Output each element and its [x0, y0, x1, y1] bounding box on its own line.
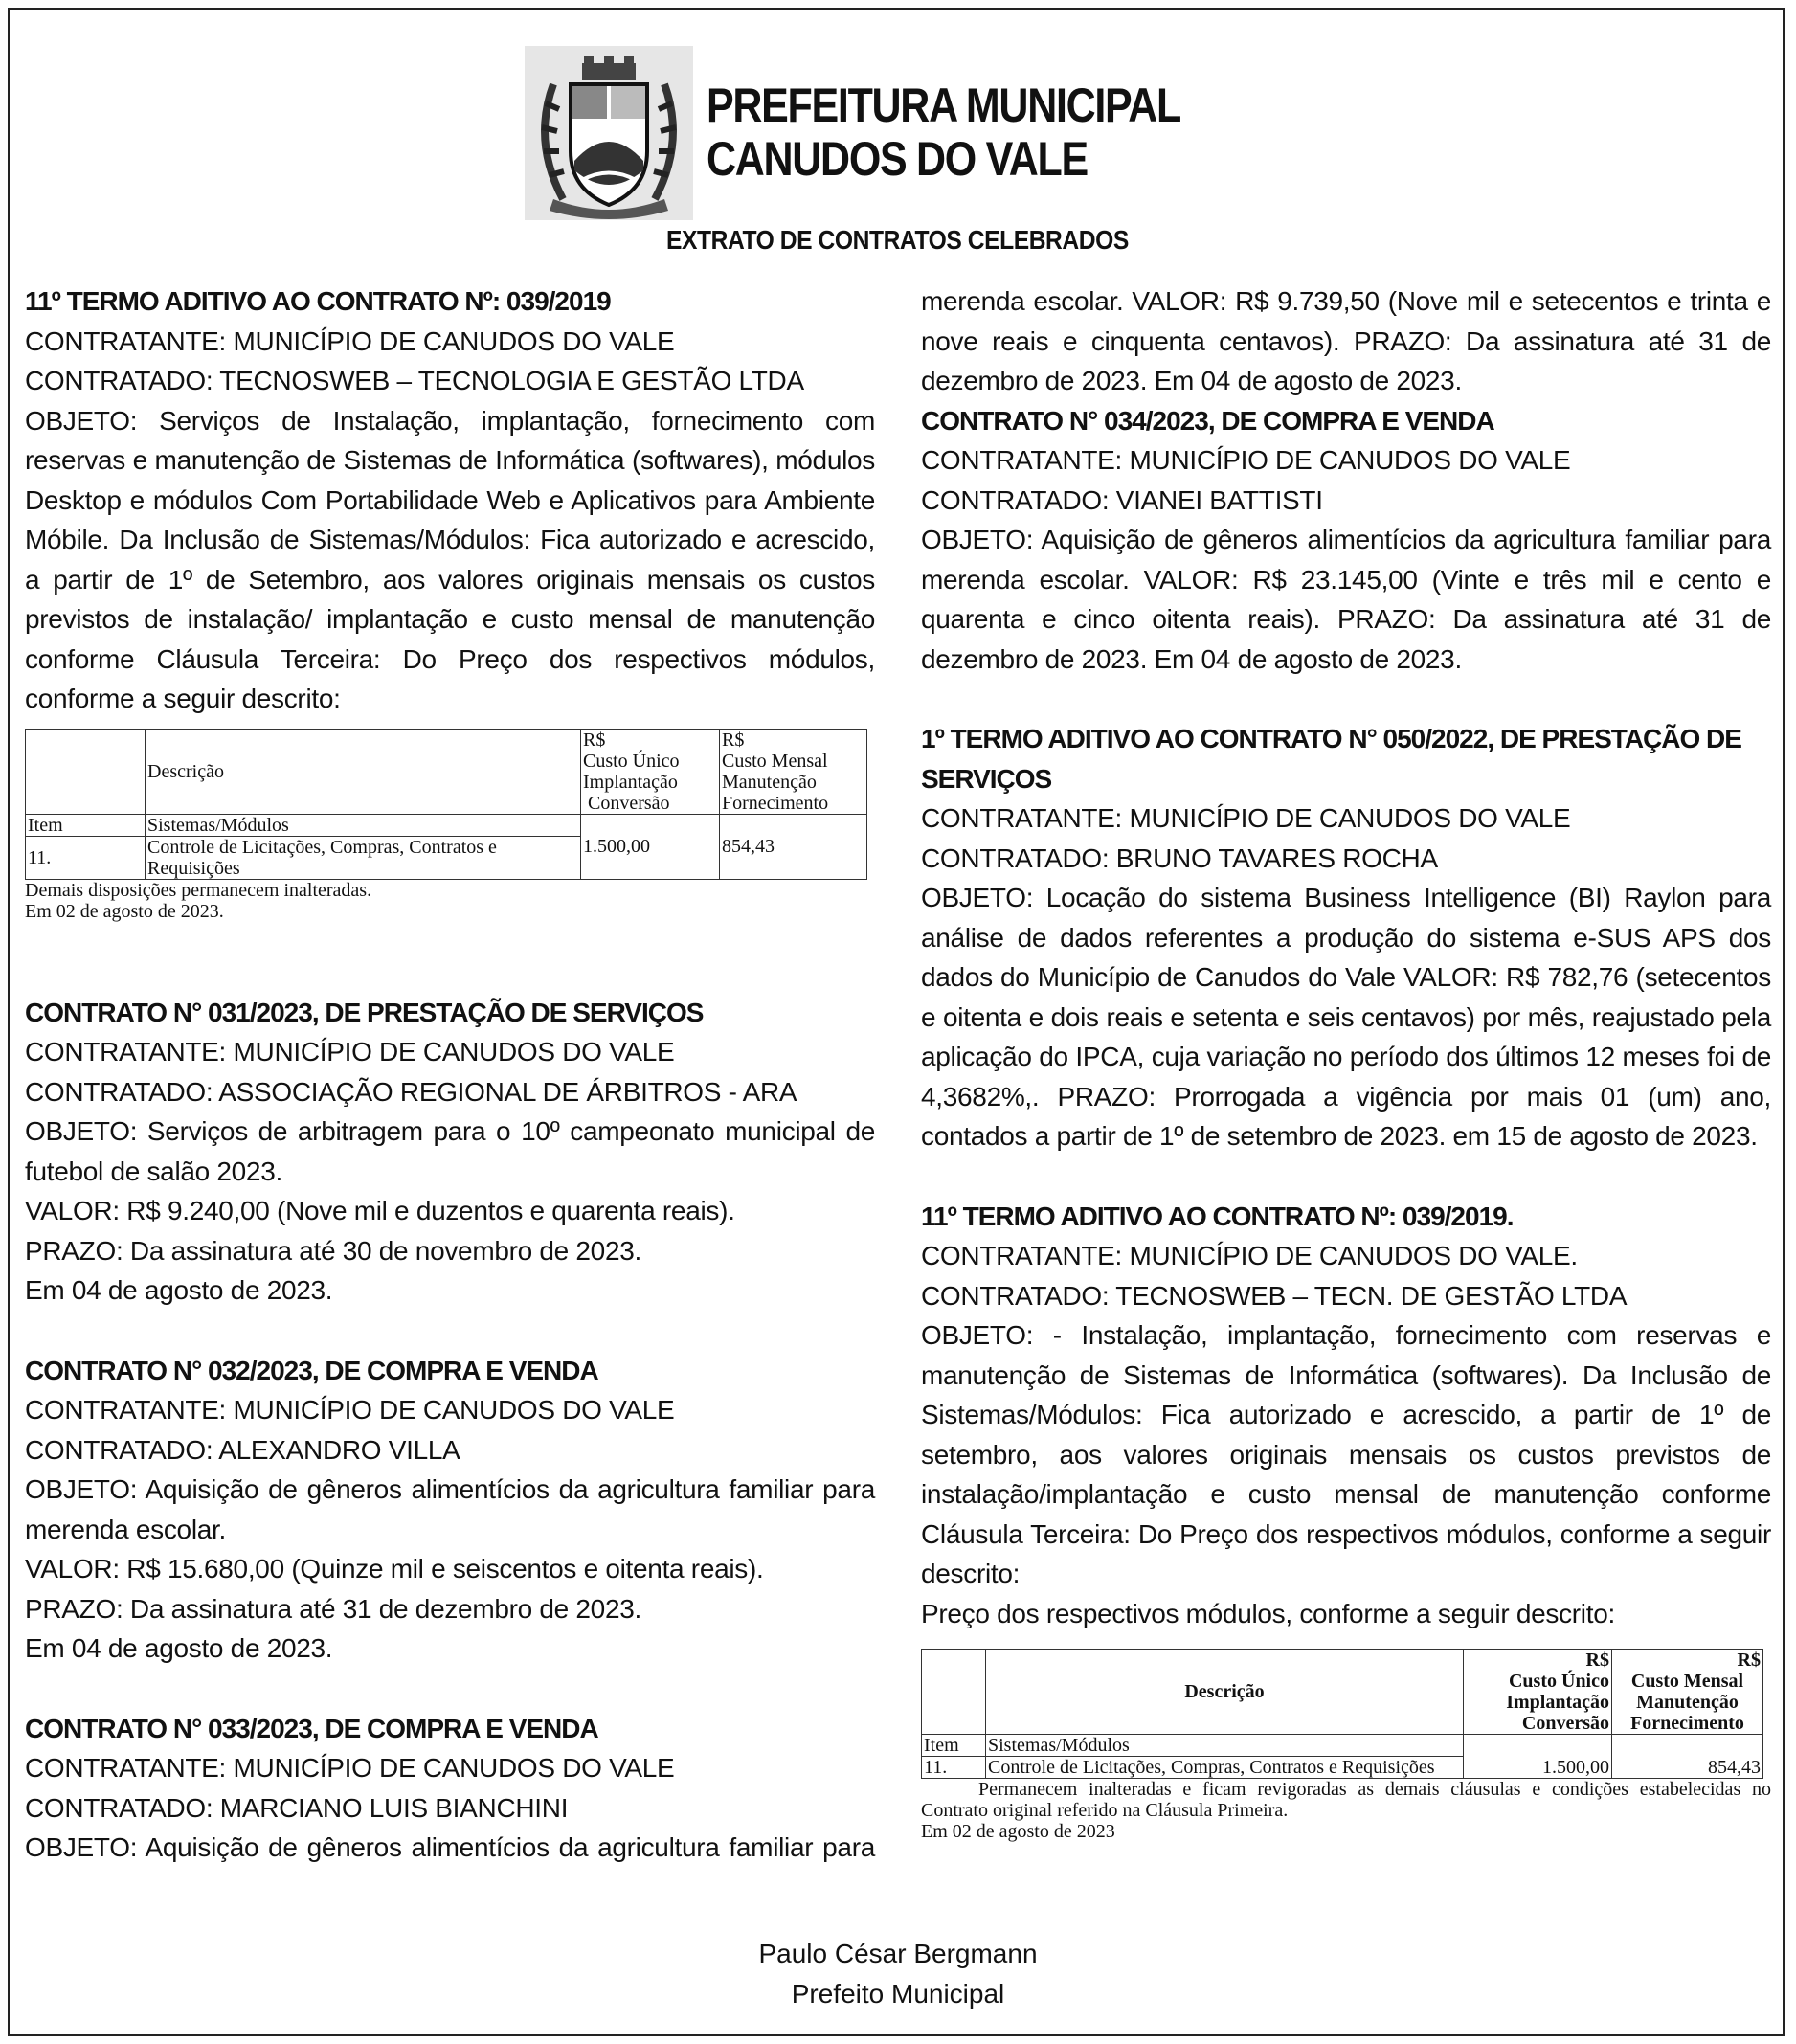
table-header-implantacao: R$ Custo Único Implantação Conversão: [581, 729, 720, 814]
prazo-line: PRAZO: Da assinatura até 30 de novembro de 2023.: [25, 1235, 641, 1266]
contratante-line: CONTRATANTE: MUNICÍPIO DE CANUDOS DO VALE: [25, 1395, 675, 1425]
table-header-row: [26, 729, 867, 814]
continuation-paragraph: merenda escolar. VALOR: R$ 9.739,50 (Nove mil e setecentos e trinta e nove reais e cinquenta centavos). PRAZO: Da assinatura até 31 de dezembro de 2023. Em 04 de agosto de 2023.: [921, 286, 1771, 395]
table-row: [26, 836, 867, 879]
coat-of-arms-icon: [525, 46, 693, 220]
modules-table: [921, 1649, 1763, 1779]
valor-line: VALOR: R$ 15.680,00 (Quinze mil e seiscentos e oitenta reais).: [25, 1554, 764, 1584]
title-line-1: PREFEITURA MUNICIPAL: [707, 79, 1180, 132]
page-subtitle: EXTRATO DE CONTRATOS CELEBRADOS: [666, 225, 1129, 255]
table-cell-item: Item: [922, 1735, 986, 1757]
signatory-name: Paulo César Bergmann: [758, 1939, 1038, 1968]
date-line: Em 04 de agosto de 2023.: [25, 1633, 333, 1663]
contratante-line: CONTRATANTE: MUNICÍPIO DE CANUDOS DO VALE: [921, 445, 1571, 475]
section-heading: 1º TERMO ADITIVO AO CONTRATO N° 050/2022, DE PRESTAÇÃO DE SERVIÇOS: [921, 724, 1741, 794]
table-cell-item: 11.: [26, 836, 146, 879]
contratado-line: CONTRATADO: BRUNO TAVARES ROCHA: [921, 842, 1438, 873]
section-heading: CONTRATO N° 032/2023, DE COMPRA E VENDA: [25, 1355, 598, 1385]
prazo-line: PRAZO: Da assinatura até 31 de dezembro de 2023.: [25, 1593, 641, 1624]
contratado-line: CONTRATADO: ALEXANDRO VILLA: [25, 1434, 460, 1465]
contratante-line: CONTRATANTE: MUNICÍPIO DE CANUDOS DO VALE: [25, 326, 675, 356]
contratado-line: CONTRATADO: TECNOSWEB – TECN. DE GESTÃO LTDA: [921, 1280, 1628, 1311]
section-heading: CONTRATO N° 034/2023, DE COMPRA E VENDA: [921, 405, 1494, 436]
section-heading: 11º TERMO ADITIVO AO CONTRATO Nº: 039/2019: [25, 286, 611, 316]
objeto-paragraph: OBJETO: Aquisição de gêneros alimentícios da agricultura familiar para merenda escolar.: [25, 1474, 875, 1544]
objeto-paragraph: OBJETO: Aquisição de gêneros alimentícios da agricultura familiar para: [25, 1832, 875, 1862]
right-column: [921, 281, 1771, 1842]
page-title: [707, 79, 1180, 186]
section-heading: CONTRATO N° 031/2023, DE PRESTAÇÃO DE SERVIÇOS: [25, 997, 704, 1027]
signatory-role: Prefeito Municipal: [791, 1979, 1005, 2009]
table-cell-implantacao: 1.500,00: [1464, 1757, 1612, 1779]
contratado-line: CONTRATADO: TECNOSWEB – TECNOLOGIA E GESTÃO LTDA: [25, 366, 804, 395]
signature-block: [0, 1934, 1796, 2014]
section-heading: 11º TERMO ADITIVO AO CONTRATO Nº: 039/2019.: [921, 1201, 1514, 1231]
left-column: [25, 281, 875, 1868]
table-cell-implantacao: 1.500,00: [581, 836, 720, 879]
contratado-line: CONTRATADO: VIANEI BATTISTI: [921, 484, 1323, 515]
valor-line: VALOR: R$ 9.240,00 (Nove mil e duzentos e quarenta reais).: [25, 1196, 735, 1225]
table-date: Em 02 de agosto de 2023: [921, 1821, 1115, 1842]
table-cell-mensal: 854,43: [720, 836, 867, 879]
objeto-paragraph: OBJETO: Locação do sistema Business Intelligence (BI) Raylon para análise de dados referentes a produção do sistema e-SUS APS dos dados do Município de Canudos do Vale VALOR: R$ 782,76 (setecentos e oitenta e dois reais e setenta e seis centavos) por mês, reajustado pela aplicação do IPCA, cuja variação no período dos últimos 12 meses foi de 4,3682%,. PRAZO: Prorrogada a vigência por mais 01 (um) ano, contados a partir de 1º de setembro de 2023. em 15 de agosto de 2023.: [921, 883, 1771, 1151]
table-header-mensal: R$ Custo Mensal Manutenção Fornecimento: [1612, 1650, 1763, 1735]
contratado-line: CONTRATADO: MARCIANO LUIS BIANCHINI: [25, 1792, 569, 1823]
table-cell-mensal: 854,43: [1612, 1757, 1763, 1779]
table-date: Em 02 de agosto de 2023.: [25, 900, 224, 922]
table-cell-desc: Sistemas/Módulos: [986, 1735, 1464, 1757]
table-cell-desc: Controle de Licitações, Compras, Contratos e Requisições: [146, 836, 581, 879]
table-cell-desc: Controle de Licitações, Compras, Contratos e Requisições: [986, 1757, 1464, 1779]
table-header-description: Descrição: [986, 1650, 1464, 1735]
modules-table: [25, 729, 867, 880]
table-header-mensal: R$ Custo Mensal Manutenção Fornecimento: [720, 729, 867, 814]
table-header-description: Descrição: [146, 729, 581, 814]
preco-line: Preço dos respectivos módulos, conforme a seguir descrito:: [921, 1598, 1615, 1628]
date-line: Em 04 de agosto de 2023.: [25, 1275, 333, 1305]
section-heading: CONTRATO N° 033/2023, DE COMPRA E VENDA: [25, 1713, 598, 1743]
contratante-line: CONTRATANTE: MUNICÍPIO DE CANUDOS DO VALE: [921, 803, 1571, 833]
contratado-line: CONTRATADO: ASSOCIAÇÃO REGIONAL DE ÁRBITROS - ARA: [25, 1076, 797, 1107]
table-row: [26, 814, 867, 836]
objeto-paragraph: OBJETO: Serviços de arbitragem para o 10º campeonato municipal de futebol de salão 2023.: [25, 1116, 875, 1186]
table-header-implantacao: R$ Custo Único Implantação Conversão: [1464, 1650, 1612, 1735]
table-header-row: [922, 1650, 1763, 1735]
table-row: [922, 1757, 1763, 1779]
title-line-2: CANUDOS DO VALE: [707, 132, 1088, 186]
objeto-paragraph: OBJETO: Serviços de Instalação, implantação, fornecimento com reservas e manutenção de Sistemas de Informática (softwares), módulos Desktop e módulos Com Portabilidade Web e Aplicativos para Ambiente Móbile. Da Inclusão de Sistemas/Módulos: Fica autorizado e acrescido, a partir de 1º de Setembro, aos valores originais mensais os custos previstos de instalação/ implantação e custo mensal de manutenção conforme Cláusula Terceira: Do Preço dos respectivos módulos, conforme a seguir descrito:: [25, 405, 875, 713]
table-cell-item: 11.: [922, 1757, 986, 1779]
table-cell-desc: Sistemas/Módulos: [146, 814, 581, 836]
objeto-paragraph: OBJETO: Aquisição de gêneros alimentícios da agricultura familiar para merenda escolar. VALOR: R$ 23.145,00 (Vinte e três mil e cento e quarenta e cinco oitenta reais). PRAZO: Da assinatura até 31 de dezembro de 2023. Em 04 de agosto de 2023.: [921, 525, 1771, 674]
contratante-line: CONTRATANTE: MUNICÍPIO DE CANUDOS DO VALE: [25, 1037, 675, 1067]
table-footnote: Demais disposições permanecem inalteradas.: [25, 879, 372, 901]
contratante-line: CONTRATANTE: MUNICÍPIO DE CANUDOS DO VALE: [25, 1753, 675, 1783]
table-row: [922, 1735, 1763, 1757]
objeto-paragraph: OBJETO: - Instalação, implantação, fornecimento com reservas e manutenção de Sistemas de Informática (softwares). Da Inclusão de Sistemas/Módulos: Fica autorizado e acrescido, a partir de 1º de setembro, aos valores originais mensais os custos previstos de instalação/implantação e custo mensal de manutenção conforme Cláusula Terceira: Do Preço dos respectivos módulos, conforme a seguir descrito:: [921, 1320, 1771, 1588]
table-cell-item: Item: [26, 814, 146, 836]
table-footnote: Permanecem inalteradas e ficam revigoradas as demais cláusulas e condições estabelecidas no Contrato original referido na Cláusula Primeira.: [921, 1779, 1771, 1821]
contratante-line: CONTRATANTE: MUNICÍPIO DE CANUDOS DO VALE.: [921, 1241, 1578, 1270]
